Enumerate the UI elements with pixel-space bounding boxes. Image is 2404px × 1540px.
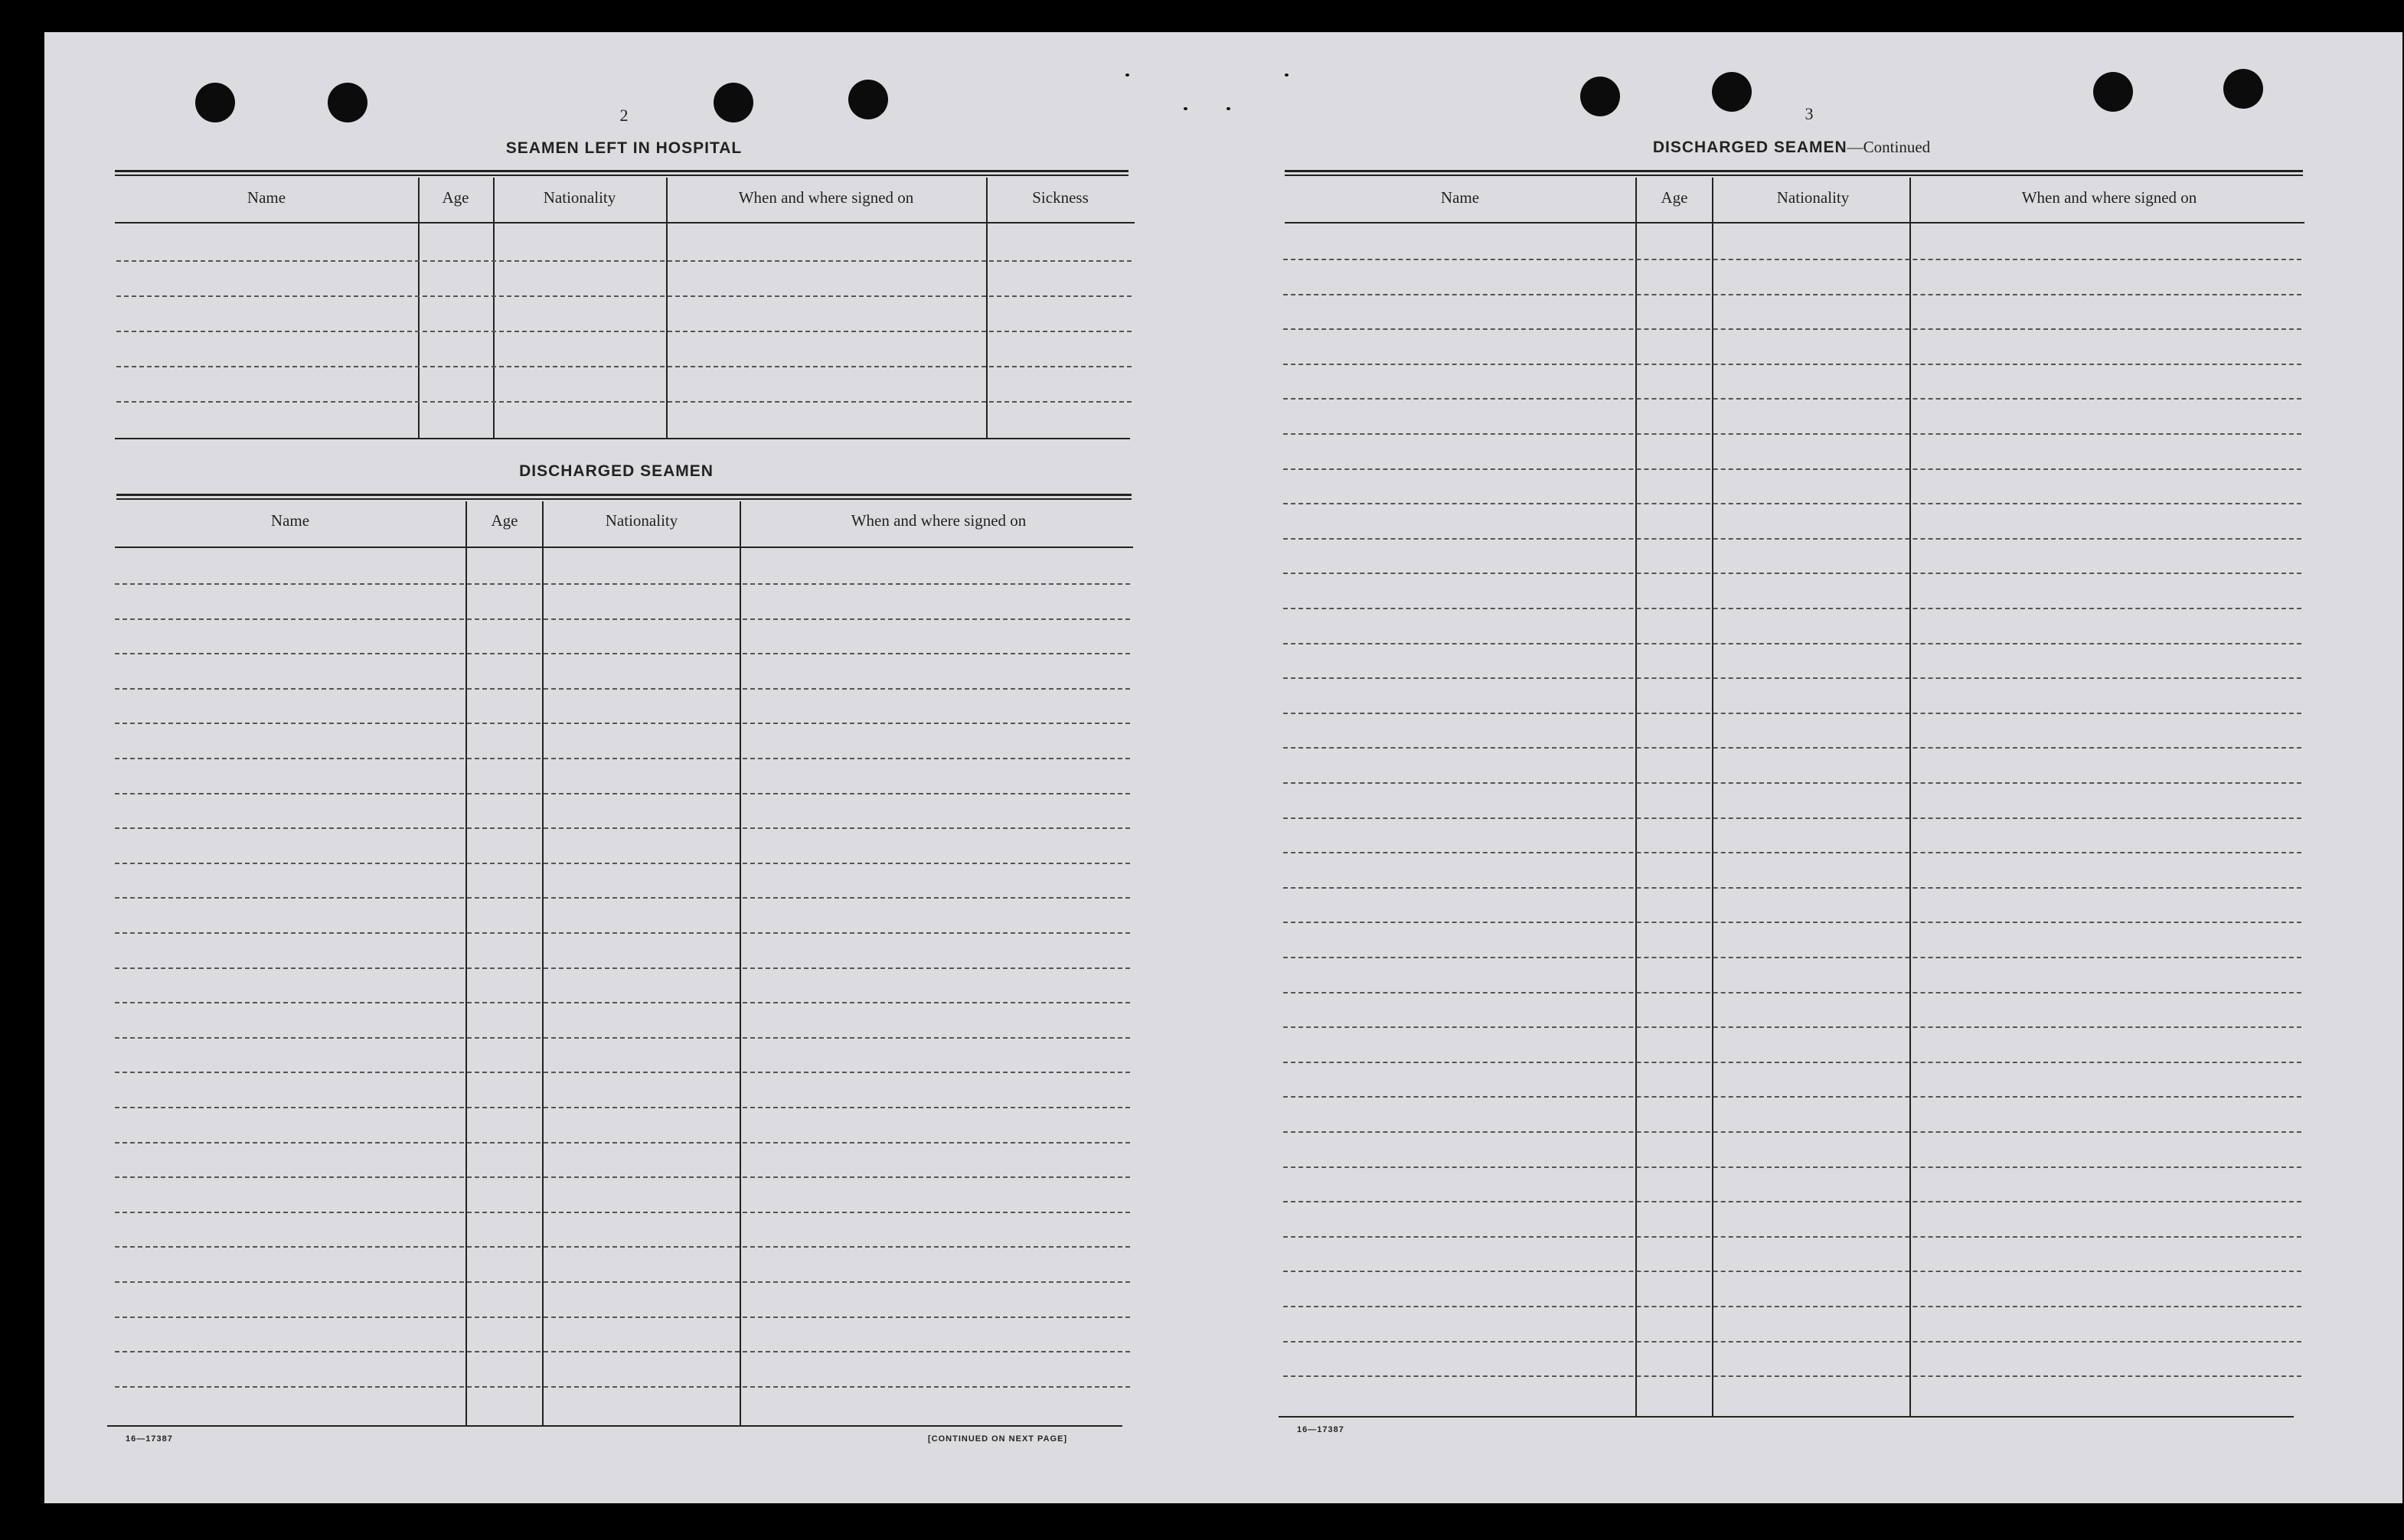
- column-header-name: Name: [247, 188, 286, 207]
- row-line: [115, 723, 1130, 724]
- row-line: [1283, 294, 2301, 295]
- row-line: [115, 618, 1130, 620]
- punch-hole: [1580, 77, 1620, 116]
- table-top-rule: [115, 175, 1129, 176]
- speck: [1184, 107, 1187, 110]
- row-line: [115, 1281, 1130, 1283]
- speck: [1285, 73, 1289, 77]
- row-line: [1283, 398, 2301, 400]
- row-line: [1283, 887, 2301, 889]
- row-line: [115, 583, 1130, 585]
- column-divider: [542, 501, 544, 1425]
- row-line: [115, 1386, 1130, 1388]
- row-line: [1283, 713, 2301, 714]
- header-bottom-rule: [115, 222, 1135, 223]
- row-line: [115, 1246, 1130, 1248]
- row-line: [115, 1317, 1130, 1318]
- row-line: [115, 897, 1130, 899]
- column-header-nationality: Nationality: [1776, 188, 1850, 207]
- speck: [1125, 73, 1129, 77]
- row-line: [1283, 852, 2301, 853]
- section-title-hospital: SEAMEN LEFT IN HOSPITAL: [505, 139, 743, 157]
- column-header-signed-on: When and where signed on: [2021, 188, 2197, 207]
- column-header-name: Name: [1440, 188, 1480, 207]
- row-line: [115, 1072, 1130, 1073]
- table-bottom-rule: [107, 1425, 1122, 1427]
- speck: [1226, 107, 1230, 110]
- column-divider: [418, 178, 420, 438]
- column-divider: [493, 178, 495, 438]
- column-divider: [740, 501, 741, 1425]
- table-top-rule: [115, 170, 1129, 172]
- row-line: [1283, 1306, 2301, 1307]
- row-line: [1283, 677, 2301, 679]
- row-line: [1283, 1341, 2301, 1343]
- row-line: [1283, 643, 2301, 644]
- row-line: [115, 758, 1130, 759]
- row-line: [1283, 1271, 2301, 1272]
- column-header-name: Name: [270, 511, 310, 530]
- row-line: [116, 331, 1132, 332]
- row-line: [1283, 1201, 2301, 1202]
- row-line: [1283, 259, 2301, 260]
- form-number: 16—17387: [126, 1434, 173, 1444]
- row-line: [116, 260, 1132, 262]
- row-line: [115, 1176, 1130, 1178]
- row-line: [1283, 992, 2301, 993]
- row-line: [115, 1037, 1130, 1039]
- column-header-age: Age: [491, 511, 518, 530]
- table-bottom-rule: [115, 438, 1130, 439]
- column-header-nationality: Nationality: [543, 188, 616, 207]
- row-line: [1283, 922, 2301, 923]
- punch-hole: [195, 83, 235, 122]
- punch-hole: [714, 83, 753, 122]
- row-line: [115, 1142, 1130, 1144]
- table-top-rule: [116, 494, 1132, 496]
- punch-hole: [2223, 69, 2263, 109]
- row-line: [1283, 817, 2301, 819]
- page-number: 2: [619, 106, 629, 125]
- punch-hole: [2093, 72, 2133, 112]
- row-line: [1283, 573, 2301, 574]
- row-line: [1283, 1236, 2301, 1238]
- table-bottom-rule: [1279, 1416, 2294, 1418]
- row-line: [1283, 468, 2301, 470]
- section-title-discharged-continued: [1653, 138, 1930, 157]
- section-title-discharged: DISCHARGED SEAMEN: [519, 462, 714, 480]
- row-line: [115, 653, 1130, 654]
- column-divider: [986, 178, 988, 438]
- row-line: [1283, 433, 2301, 435]
- row-line: [115, 967, 1130, 969]
- section-title-text: DISCHARGED SEAMEN: [1652, 139, 1847, 156]
- table-top-rule: [1285, 175, 2303, 176]
- row-line: [1283, 608, 2301, 609]
- column-divider: [666, 178, 668, 438]
- section-title-suffix: —Continued: [1847, 138, 1931, 156]
- row-line: [116, 366, 1132, 367]
- row-line: [115, 1002, 1130, 1003]
- page-number: 3: [1805, 104, 1814, 123]
- column-header-signed-on: When and where signed on: [851, 511, 1027, 530]
- row-line: [116, 401, 1132, 403]
- row-line: [1283, 1062, 2301, 1063]
- row-line: [115, 1351, 1130, 1352]
- row-line: [1283, 328, 2301, 330]
- table-top-rule: [116, 498, 1132, 500]
- row-line: [115, 932, 1130, 934]
- row-line: [115, 793, 1130, 794]
- column-header-age: Age: [1661, 188, 1688, 207]
- row-line: [115, 1212, 1130, 1213]
- row-line: [1283, 503, 2301, 504]
- column-header-sickness: Sickness: [1032, 188, 1089, 207]
- row-line: [1283, 957, 2301, 958]
- row-line: [1283, 782, 2301, 784]
- row-line: [1283, 747, 2301, 749]
- punch-hole: [328, 83, 367, 122]
- continued-note: [CONTINUED ON NEXT PAGE]: [928, 1434, 1068, 1444]
- punch-hole: [1712, 72, 1752, 112]
- row-line: [1283, 1166, 2301, 1168]
- row-line: [115, 863, 1130, 864]
- table-top-rule: [1285, 170, 2303, 172]
- column-header-signed-on: When and where signed on: [738, 188, 914, 207]
- form-number: 16—17387: [1297, 1425, 1344, 1434]
- row-line: [115, 688, 1130, 690]
- header-bottom-rule: [115, 547, 1133, 548]
- row-line: [116, 295, 1132, 297]
- row-line: [1283, 1026, 2301, 1028]
- row-line: [1283, 538, 2301, 540]
- row-line: [1283, 1096, 2301, 1098]
- punch-hole: [848, 80, 888, 119]
- column-divider: [465, 501, 467, 1425]
- row-line: [115, 827, 1130, 829]
- column-header-age: Age: [442, 188, 469, 207]
- row-line: [1283, 364, 2301, 365]
- row-line: [1283, 1131, 2301, 1133]
- header-bottom-rule: [1285, 222, 2304, 223]
- column-header-nationality: Nationality: [605, 511, 678, 530]
- row-line: [115, 1107, 1130, 1108]
- row-line: [1283, 1375, 2301, 1377]
